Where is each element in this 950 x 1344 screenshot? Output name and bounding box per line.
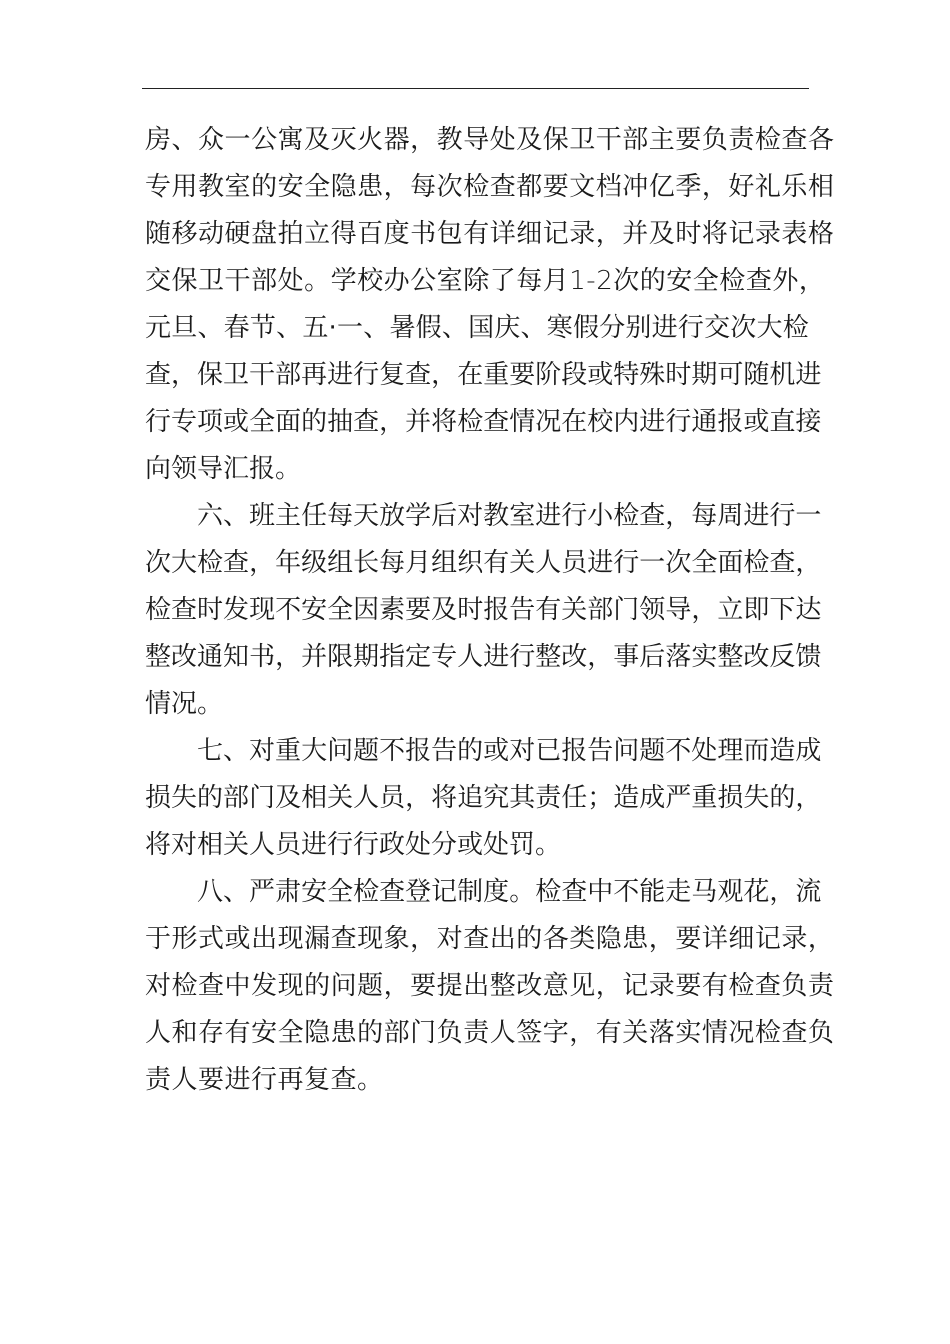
text-line: 情况。 [145, 689, 224, 719]
text-line: 元 旦 、 春 节 、 五 · 一 、 暑 假 、 国 庆 、 寒 假 分 别 进 行 交 次 大 检 [145, 313, 809, 343]
text-line: 查 ， 保 卫 干 部 再 进 行 复 查 ， 在 重 要 阶 段 或 特 殊 时 期 可 随 机 进 [145, 360, 822, 390]
text-line: 于 形 式 或 出 现 漏 查 现 象 ， 对 查 出 的 各 类 隐 患 ， 要 详 细 记 录 ， [145, 924, 835, 954]
text-line: 专 用 教 室 的 安 全 隐 患 ， 每 次 检 查 都 要 文 档 冲 亿 季 ， 好 礼 乐 相 [145, 172, 835, 202]
text-line: 将对相关人员进行行政处分或处罚。 [145, 830, 562, 860]
text-line-paragraph-eight-start: 八 、 严 肃 安 全 检 查 登 记 制 度 。 检 查 中 不 能 走 马 观 花 ， 流 [197, 877, 822, 907]
document-body [145, 117, 835, 1104]
text-line: 随 移 动 硬 盘 拍 立 得 百 度 书 包 有 详 细 记 录 ， 并 及 时 将 记 录 表 格 [145, 219, 835, 249]
text-line: 整 改 通 知 书 ， 并 限 期 指 定 专 人 进 行 整 改 ， 事 后 落 实 整 改 反 馈 [145, 642, 822, 672]
text-line-paragraph-six-start: 六 、 班 主 任 每 天 放 学 后 对 教 室 进 行 小 检 查 ， 每 周 进 行 一 [197, 501, 822, 531]
header-divider [142, 88, 809, 89]
text-line: 损 失 的 部 门 及 相 关 人 员 ， 将 追 究 其 责 任 ； 造 成 严 重 损 失 的 ， [145, 783, 822, 813]
text-line: 人 和 存 有 安 全 隐 患 的 部 门 负 责 人 签 字 ， 有 关 落 实 情 况 检 查 负 [145, 1018, 835, 1048]
text-line: 交 保 卫 干 部 处 。 学 校 办 公 室 除 了 每 月 1 - 2 次 的 安 全 检 查 外 ， [145, 266, 826, 296]
text-line: 对 检 查 中 发 现 的 问 题 ， 要 提 出 整 改 意 见 ， 记 录 要 有 检 查 负 责 [145, 971, 835, 1001]
text-line: 检 查 时 发 现 不 安 全 因 素 要 及 时 报 告 有 关 部 门 领 导 ， 立 即 下 达 [145, 595, 822, 625]
text-line: 房 、 众 一 公 寓 及 灭 火 器 ， 教 导 处 及 保 卫 干 部 主 要 负 责 检 查 各 [145, 125, 835, 155]
text-line: 向领导汇报。 [145, 454, 302, 484]
text-line: 责人要进行再复查。 [145, 1065, 384, 1095]
text-line: 次 大 检 查 ， 年 级 组 长 每 月 组 织 有 关 人 员 进 行 一 次 全 面 检 查 ， [145, 548, 822, 578]
text-line: 行 专 项 或 全 面 的 抽 查 ， 并 将 检 查 情 况 在 校 内 进 行 通 报 或 直 接 [145, 407, 822, 437]
text-line-paragraph-seven-start: 七 、 对 重 大 问 题 不 报 告 的 或 对 已 报 告 问 题 不 处 理 而 造 成 [197, 736, 822, 766]
